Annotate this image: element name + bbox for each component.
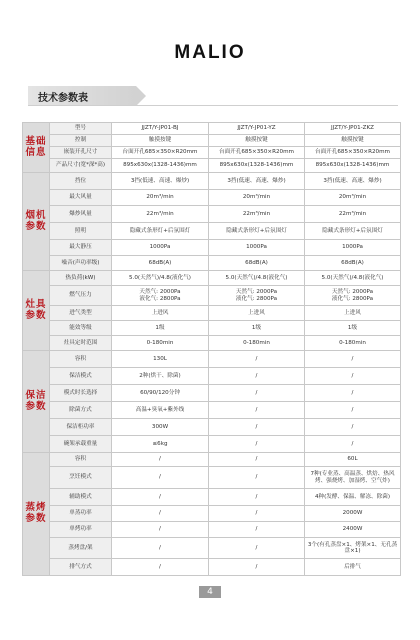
spec-value-model-3: 后排气 [305,559,401,576]
spec-value-model-1: ≤6kg [112,436,209,453]
spec-value-model-1: 2种(烘干、除菌) [112,368,209,385]
spec-row [23,467,401,489]
spec-row [23,453,401,467]
row-label: 排气方式 [50,559,112,576]
spec-value-model-1: / [112,538,209,559]
spec-row [23,173,401,190]
spec-value-model-3: / [305,351,401,368]
spec-row [23,368,401,385]
spec-value-model-3: 20m³/min [305,190,401,206]
spec-value-model-1: 5.0(天然气)/4.8(液化气) [112,271,209,286]
spec-value-model-3: 7种(专业蒸、高温蒸、烘焙、热风烤、强烧烤、加湿烤、空气炸) [305,467,401,489]
spec-row [23,147,401,159]
spec-value-model-3: 895x630x(1328-1436)mm [305,159,401,173]
section-label: 基础 信息 [23,123,50,173]
spec-value-model-3: / [305,385,401,402]
spec-value-model-2: 天然气: 2000Pa 液化气: 2800Pa [209,286,305,306]
spec-value-model-1: 68dB(A) [112,256,209,271]
spec-value-model-2: 3挡(低速、高速、爆炒) [209,173,305,190]
row-label: 噪音(声功率级) [50,256,112,271]
row-label: 碗架承载重量 [50,436,112,453]
spec-value-model-2: / [209,489,305,506]
spec-value-model-3: / [305,419,401,436]
spec-value-model-1: 高温+臭氧+紫外线 [112,402,209,419]
row-label: 控制 [50,135,112,147]
section-title: 技术参数表 [38,93,88,104]
spec-row [23,538,401,559]
row-label: 能效等级 [50,321,112,336]
spec-value-model-3: 隐藏式条形灯+后氛围灯 [305,223,401,240]
spec-value-model-1: 1000Pa [112,240,209,256]
row-label: 蒸烤盘/架 [50,538,112,559]
spec-value-model-1: / [112,453,209,467]
spec-value-model-2: 1000Pa [209,240,305,256]
spec-row [23,240,401,256]
spec-table [22,122,401,576]
row-label: 保洁模式 [50,368,112,385]
spec-value-model-3: 2000W [305,506,401,522]
spec-value-model-1: JJZT/Y-JP01-BJ [112,123,209,135]
spec-value-model-2: 1级 [209,321,305,336]
spec-value-model-1: / [112,522,209,538]
spec-value-model-2: / [209,522,305,538]
spec-row [23,351,401,368]
spec-value-model-2: / [209,436,305,453]
row-label: 嵌装开孔尺寸 [50,147,112,159]
spec-value-model-3: 60L [305,453,401,467]
title-divider [28,105,398,106]
spec-value-model-3: 1级 [305,321,401,336]
spec-row [23,402,401,419]
row-label: 单蒸功率 [50,506,112,522]
spec-row [23,206,401,223]
spec-value-model-3: 天然气: 2000Pa 液化气: 2800Pa [305,286,401,306]
spec-value-model-2: 20m³/min [209,190,305,206]
row-label: 挡位 [50,173,112,190]
spec-value-model-3: JJZT/Y-JP01-ZKZ [305,123,401,135]
spec-value-model-1: 0-180min [112,336,209,351]
row-label: 最大静压 [50,240,112,256]
spec-row [23,190,401,206]
spec-value-model-3: 22m³/min [305,206,401,223]
spec-row [23,159,401,173]
spec-value-model-2: 895x630x(1328-1436)mm [209,159,305,173]
spec-row [23,336,401,351]
brand-logo: MALIO [174,42,246,63]
spec-value-model-2: 68dB(A) [209,256,305,271]
row-label: 产品尺寸(宽*深*高) [50,159,112,173]
spec-value-model-3: 触摸按键 [305,135,401,147]
row-label: 模式时长选择 [50,385,112,402]
spec-value-model-3: / [305,368,401,385]
spec-value-model-1: 天然气: 2000Pa 液化气: 2800Pa [112,286,209,306]
spec-value-model-1: 130L [112,351,209,368]
spec-value-model-1: 22m³/min [112,206,209,223]
spec-value-model-2: / [209,453,305,467]
row-label: 燃气压力 [50,286,112,306]
spec-value-model-2: 22m³/min [209,206,305,223]
section-title-bar [28,86,136,106]
spec-value-model-2: / [209,385,305,402]
spec-value-model-3: 上进风 [305,306,401,321]
row-label: 照明 [50,223,112,240]
spec-row [23,559,401,576]
row-label: 进气类型 [50,306,112,321]
spec-value-model-1: 895x630x(1328-1436)mm [112,159,209,173]
spec-row [23,522,401,538]
spec-value-model-3: 4种(发酵、保温、解冻、除菌) [305,489,401,506]
section-label: 蒸烤 参数 [23,453,50,576]
spec-value-model-3: 68dB(A) [305,256,401,271]
spec-row [23,223,401,240]
spec-value-model-1: 3挡(低速、高速、爆炒) [112,173,209,190]
spec-value-model-1: 隐藏式条形灯+后氛围灯 [112,223,209,240]
spec-value-model-2: 隐藏式条形灯+后氛围灯 [209,223,305,240]
spec-value-model-1: / [112,506,209,522]
spec-value-model-3: 0-180min [305,336,401,351]
spec-value-model-1: 1级 [112,321,209,336]
row-label: 型号 [50,123,112,135]
spec-value-model-3: 台面开孔685×350×R20mm [305,147,401,159]
spec-value-model-2: / [209,538,305,559]
spec-value-model-2: 上进风 [209,306,305,321]
row-label: 容积 [50,351,112,368]
spec-value-model-1: 20m³/min [112,190,209,206]
spec-value-model-1: / [112,467,209,489]
spec-row [23,506,401,522]
row-label: 热负荷(kW) [50,271,112,286]
spec-value-model-2: 触摸按键 [209,135,305,147]
row-label: 最大风量 [50,190,112,206]
spec-value-model-3: 3挡(低速、高速、爆炒) [305,173,401,190]
spec-row [23,385,401,402]
spec-row [23,306,401,321]
spec-value-model-2: / [209,467,305,489]
spec-value-model-1: 触摸按键 [112,135,209,147]
row-label: 保洁柜功率 [50,419,112,436]
spec-value-model-3: 3个(有孔蒸盘×1、烤架×1、无孔蒸盘×1) [305,538,401,559]
spec-row [23,489,401,506]
spec-value-model-2: 0-180min [209,336,305,351]
spec-value-model-2: JJZT/Y-JP01-YZ [209,123,305,135]
spec-value-model-1: / [112,489,209,506]
section-label: 保洁 参数 [23,351,50,453]
spec-value-model-2: / [209,419,305,436]
row-label: 烹饪模式 [50,467,112,489]
spec-value-model-1: 300W [112,419,209,436]
spec-value-model-1: 上进风 [112,306,209,321]
spec-value-model-3: 5.0(天然气)/4.8(液化气) [305,271,401,286]
spec-row [23,321,401,336]
spec-value-model-1: 60/90/120分钟 [112,385,209,402]
section-label: 灶具 参数 [23,271,50,351]
spec-value-model-2: / [209,559,305,576]
spec-value-model-2: 5.0(天然气)/4.8(液化气) [209,271,305,286]
row-label: 单烤功率 [50,522,112,538]
row-label: 容积 [50,453,112,467]
row-label: 爆炒风量 [50,206,112,223]
spec-row [23,135,401,147]
spec-row [23,419,401,436]
spec-row [23,286,401,306]
page-number: 4 [199,586,221,598]
spec-value-model-3: / [305,436,401,453]
spec-value-model-3: 1000Pa [305,240,401,256]
spec-value-model-2: 台面开孔685×350×R20mm [209,147,305,159]
spec-value-model-2: / [209,402,305,419]
spec-value-model-2: / [209,351,305,368]
spec-value-model-2: / [209,368,305,385]
spec-value-model-3: 2400W [305,522,401,538]
spec-value-model-2: / [209,506,305,522]
spec-row [23,436,401,453]
row-label: 辅助模式 [50,489,112,506]
spec-value-model-1: 台面开孔685×350×R20mm [112,147,209,159]
spec-value-model-3: / [305,402,401,419]
spec-row [23,256,401,271]
spec-row [23,271,401,286]
spec-value-model-1: / [112,559,209,576]
row-label: 除菌方式 [50,402,112,419]
section-label: 烟机 参数 [23,173,50,271]
spec-row [23,123,401,135]
row-label: 灶具定时范围 [50,336,112,351]
